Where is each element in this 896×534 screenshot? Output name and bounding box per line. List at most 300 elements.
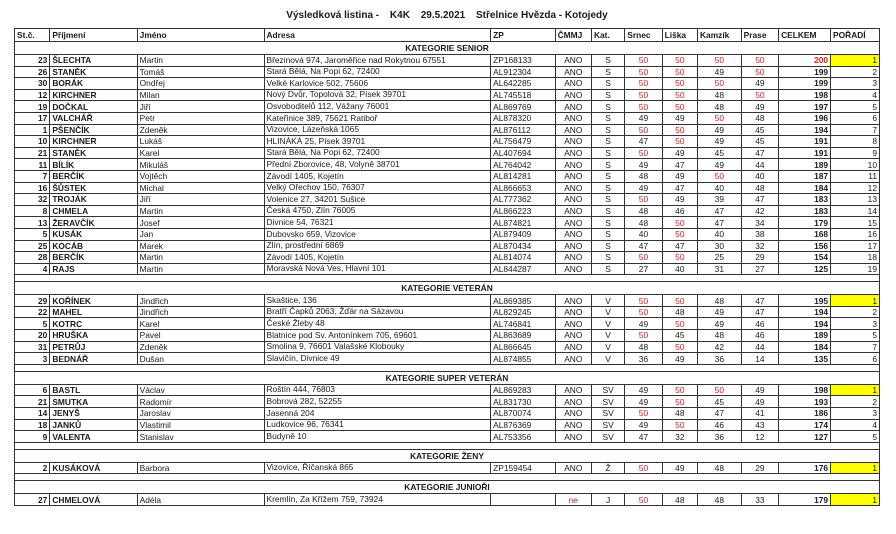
col-header: ZP <box>491 29 555 42</box>
surname: RAJS <box>50 263 137 275</box>
cmmj: ANO <box>555 419 591 431</box>
score-prase: 33 <box>741 494 778 506</box>
category: S <box>591 170 624 182</box>
surname: KOCÁB <box>50 240 137 252</box>
category-label: KATEGORIE ŽENY <box>15 449 880 462</box>
category-gap <box>15 275 880 282</box>
score-prase: 46 <box>741 330 778 342</box>
table-row <box>15 408 880 420</box>
zp-number: AL831730 <box>491 396 555 408</box>
rank: 3 <box>831 78 880 90</box>
zp-number: AL764042 <box>491 159 555 171</box>
zp-number: AL866653 <box>491 182 555 194</box>
address: Stará Bělá, Na Popi 62, 72400 <box>264 147 491 159</box>
category-label: KATEGORIE SUPER VETERÁN <box>15 371 880 384</box>
first-name: Michal <box>137 182 264 194</box>
zp-number: AL756479 <box>491 136 555 148</box>
start-number: 25 <box>15 240 50 252</box>
category: SV <box>591 396 624 408</box>
start-number: 21 <box>15 396 50 408</box>
zp-number: AL869769 <box>491 101 555 113</box>
first-name: Vlastimil <box>137 419 264 431</box>
rank: 16 <box>831 228 880 240</box>
start-number: 23 <box>15 55 50 67</box>
zp-number: AL407694 <box>491 147 555 159</box>
score-liska: 48 <box>662 306 697 318</box>
table-row <box>15 194 880 206</box>
category-gap <box>15 364 880 371</box>
category-label: KATEGORIE VETERÁN <box>15 282 880 295</box>
score-kamzik: 49 <box>698 136 742 148</box>
score-liska: 50 <box>662 295 697 307</box>
score-prase: 45 <box>741 124 778 136</box>
table-row <box>15 419 880 431</box>
total: 183 <box>779 205 831 217</box>
title-event: K4K <box>389 10 410 21</box>
score-prase: 49 <box>741 78 778 90</box>
rank: 14 <box>831 205 880 217</box>
score-kamzik: 48 <box>698 295 742 307</box>
start-number: 16 <box>15 182 50 194</box>
table-row <box>15 159 880 171</box>
category: S <box>591 66 624 78</box>
category: S <box>591 228 624 240</box>
start-number: 31 <box>15 341 50 353</box>
first-name: Josef <box>137 217 264 229</box>
score-srnec: 49 <box>625 182 662 194</box>
score-prase: 49 <box>741 396 778 408</box>
total: 191 <box>779 136 831 148</box>
surname: VALCHÁŘ <box>50 112 137 124</box>
total: 186 <box>779 408 831 420</box>
first-name: Martin <box>137 252 264 264</box>
score-prase: 29 <box>741 462 778 474</box>
start-number: 20 <box>15 330 50 342</box>
score-srnec: 50 <box>625 89 662 101</box>
score-liska: 50 <box>662 252 697 264</box>
zp-number: AL874855 <box>491 353 555 365</box>
cmmj: ANO <box>555 396 591 408</box>
address: Česká 4750, Zlín 76005 <box>264 205 491 217</box>
table-row <box>15 89 880 101</box>
address: Dubovsko 659, Vizovice <box>264 228 491 240</box>
total: 199 <box>779 78 831 90</box>
score-liska: 50 <box>662 228 697 240</box>
score-prase: 48 <box>741 112 778 124</box>
score-prase: 27 <box>741 263 778 275</box>
score-kamzik: 50 <box>698 384 742 396</box>
score-srnec: 49 <box>625 384 662 396</box>
cmmj: ANO <box>555 318 591 330</box>
table-row <box>15 147 880 159</box>
category: S <box>591 78 624 90</box>
cmmj: ANO <box>555 101 591 113</box>
score-prase: 29 <box>741 252 778 264</box>
zp-number: AL745518 <box>491 89 555 101</box>
score-prase: 43 <box>741 419 778 431</box>
start-number: 5 <box>15 318 50 330</box>
category-gap <box>15 442 880 449</box>
first-name: Stanislav <box>137 431 264 443</box>
surname: JENYŠ <box>50 408 137 420</box>
rank: 4 <box>831 89 880 101</box>
cmmj: ANO <box>555 159 591 171</box>
category: S <box>591 240 624 252</box>
surname: MAHEL <box>50 306 137 318</box>
total: 198 <box>779 89 831 101</box>
score-liska: 50 <box>662 66 697 78</box>
score-srnec: 48 <box>625 170 662 182</box>
score-liska: 47 <box>662 240 697 252</box>
surname: BERČÍK <box>50 252 137 264</box>
score-liska: 50 <box>662 384 697 396</box>
rank: 2 <box>831 396 880 408</box>
score-prase: 50 <box>741 89 778 101</box>
total: 189 <box>779 330 831 342</box>
score-kamzik: 31 <box>698 263 742 275</box>
total: 187 <box>779 170 831 182</box>
total: 184 <box>779 341 831 353</box>
start-number: 17 <box>15 112 50 124</box>
address: Bobrová 282, 52255 <box>264 396 491 408</box>
surname: KOŘÍNEK <box>50 295 137 307</box>
rank: 6 <box>831 112 880 124</box>
category-label: KATEGORIE SENIOR <box>15 42 880 55</box>
address: Ludkovice 96, 76341 <box>264 419 491 431</box>
cmmj: ANO <box>555 431 591 443</box>
total: 183 <box>779 194 831 206</box>
score-liska: 50 <box>662 396 697 408</box>
address: Stará Bělá, Na Popi 62, 72400 <box>264 66 491 78</box>
category: S <box>591 147 624 159</box>
zp-number: AL870074 <box>491 408 555 420</box>
rank: 1 <box>831 295 880 307</box>
cmmj: ANO <box>555 228 591 240</box>
zp-number: AL876112 <box>491 124 555 136</box>
category-header <box>15 481 880 494</box>
score-prase: 44 <box>741 341 778 353</box>
score-kamzik: 40 <box>698 228 742 240</box>
category: S <box>591 101 624 113</box>
score-liska: 50 <box>662 217 697 229</box>
category-header <box>15 449 880 462</box>
col-header: Jméno <box>137 29 264 42</box>
col-header: POŘADÍ <box>831 29 880 42</box>
total: 179 <box>779 494 831 506</box>
total: 179 <box>779 217 831 229</box>
score-liska: 50 <box>662 341 697 353</box>
category-header <box>15 371 880 384</box>
score-srnec: 27 <box>625 263 662 275</box>
total: 194 <box>779 124 831 136</box>
surname: KUSÁK <box>50 228 137 240</box>
category: SV <box>591 431 624 443</box>
zp-number: AL869385 <box>491 295 555 307</box>
start-number: 26 <box>15 66 50 78</box>
cmmj: ANO <box>555 147 591 159</box>
start-number: 13 <box>15 217 50 229</box>
surname: TROJÁK <box>50 194 137 206</box>
cmmj: ANO <box>555 89 591 101</box>
address: České Žleby 48 <box>264 318 491 330</box>
score-kamzik: 49 <box>698 318 742 330</box>
cmmj: ANO <box>555 263 591 275</box>
score-prase: 50 <box>741 55 778 67</box>
score-liska: 50 <box>662 318 697 330</box>
category: S <box>591 159 624 171</box>
surname: SMUTKA <box>50 396 137 408</box>
rank: 4 <box>831 419 880 431</box>
address: Skaštice, 136 <box>264 295 491 307</box>
table-row <box>15 78 880 90</box>
cmmj: ANO <box>555 384 591 396</box>
score-kamzik: 50 <box>698 55 742 67</box>
col-header: CELKEM <box>779 29 831 42</box>
zp-number: ZP168133 <box>491 55 555 67</box>
rank: 18 <box>831 252 880 264</box>
score-liska: 50 <box>662 101 697 113</box>
score-liska: 46 <box>662 205 697 217</box>
category: S <box>591 112 624 124</box>
first-name: Mikuláš <box>137 159 264 171</box>
surname: STANĚK <box>50 66 137 78</box>
total: 174 <box>779 419 831 431</box>
col-header: Srnec <box>625 29 662 42</box>
rank: 2 <box>831 306 880 318</box>
zp-number: AL874821 <box>491 217 555 229</box>
total: 191 <box>779 147 831 159</box>
table-row <box>15 66 880 78</box>
zp-number <box>491 494 555 506</box>
address: Vizovice, Říčanská 865 <box>264 462 491 474</box>
score-liska: 49 <box>662 194 697 206</box>
first-name: Petr <box>137 112 264 124</box>
category: SV <box>591 408 624 420</box>
total: 197 <box>779 101 831 113</box>
surname: CHMELOVÁ <box>50 494 137 506</box>
score-kamzik: 48 <box>698 101 742 113</box>
category: S <box>591 55 624 67</box>
cmmj: ANO <box>555 124 591 136</box>
zp-number: AL879409 <box>491 228 555 240</box>
start-number: 5 <box>15 228 50 240</box>
score-liska: 47 <box>662 159 697 171</box>
start-number: 11 <box>15 159 50 171</box>
score-srnec: 50 <box>625 408 662 420</box>
surname: HRUŠKA <box>50 330 137 342</box>
score-kamzik: 48 <box>698 494 742 506</box>
category-header <box>15 282 880 295</box>
surname: KOTRC <box>50 318 137 330</box>
score-kamzik: 48 <box>698 89 742 101</box>
first-name: Jiří <box>137 194 264 206</box>
category: S <box>591 194 624 206</box>
cmmj: ANO <box>555 112 591 124</box>
first-name: Milan <box>137 89 264 101</box>
total: 154 <box>779 252 831 264</box>
first-name: Adéla <box>137 494 264 506</box>
zp-number: AL829245 <box>491 306 555 318</box>
address: Smolina 9, 76601 Valašské Klobouky <box>264 341 491 353</box>
score-srnec: 50 <box>625 66 662 78</box>
score-prase: 44 <box>741 159 778 171</box>
score-kamzik: 49 <box>698 124 742 136</box>
category: SV <box>591 419 624 431</box>
col-header: Kamzík <box>698 29 742 42</box>
start-number: 29 <box>15 295 50 307</box>
rank: 13 <box>831 194 880 206</box>
category: S <box>591 124 624 136</box>
start-number: 19 <box>15 101 50 113</box>
col-header: ČMMJ <box>555 29 591 42</box>
score-prase: 47 <box>741 306 778 318</box>
table-row <box>15 318 880 330</box>
total: 135 <box>779 353 831 365</box>
total: 127 <box>779 431 831 443</box>
first-name: Lukáš <box>137 136 264 148</box>
address: Velký Ořechov 150, 76307 <box>264 182 491 194</box>
score-prase: 48 <box>741 182 778 194</box>
score-kamzik: 48 <box>698 330 742 342</box>
title-name: Výsledková listina - <box>286 10 380 21</box>
score-srnec: 48 <box>625 205 662 217</box>
first-name: Martin <box>137 55 264 67</box>
first-name: Jaroslav <box>137 408 264 420</box>
category: V <box>591 295 624 307</box>
start-number: 3 <box>15 353 50 365</box>
table-row <box>15 124 880 136</box>
zp-number: AL753356 <box>491 431 555 443</box>
rank: 15 <box>831 217 880 229</box>
score-liska: 45 <box>662 330 697 342</box>
score-kamzik: 48 <box>698 462 742 474</box>
first-name: Radomír <box>137 396 264 408</box>
score-srnec: 40 <box>625 228 662 240</box>
zp-number: AL642285 <box>491 78 555 90</box>
surname: BERČÍK <box>50 170 137 182</box>
cmmj: ANO <box>555 462 591 474</box>
category: S <box>591 89 624 101</box>
surname: KUSÁKOVÁ <box>50 462 137 474</box>
title-place: Střelnice Hvězda - Kotojedy <box>475 10 608 21</box>
score-srnec: 50 <box>625 194 662 206</box>
address: HLINÁKÁ 25, Písek 39701 <box>264 136 491 148</box>
first-name: Marek <box>137 240 264 252</box>
score-kamzik: 49 <box>698 306 742 318</box>
total: 193 <box>779 396 831 408</box>
address: Osvoboditelů 112, Vážany 76001 <box>264 101 491 113</box>
col-header: Adresa <box>264 29 491 42</box>
address: Kremlín, Za Křížem 759, 73924 <box>264 494 491 506</box>
surname: STANĚK <box>50 147 137 159</box>
category-gap <box>15 474 880 481</box>
address: Zlín, prostřední 6869 <box>264 240 491 252</box>
cmmj: ANO <box>555 170 591 182</box>
zp-number: AL863689 <box>491 330 555 342</box>
cmmj: ANO <box>555 205 591 217</box>
zp-number: AL912304 <box>491 66 555 78</box>
header-row <box>15 29 880 42</box>
col-header: Příjmení <box>50 29 137 42</box>
cmmj: ANO <box>555 408 591 420</box>
score-liska: 47 <box>662 182 697 194</box>
category: V <box>591 353 624 365</box>
zp-number: AL870434 <box>491 240 555 252</box>
category: S <box>591 136 624 148</box>
rank: 1 <box>831 55 880 67</box>
rank: 3 <box>831 408 880 420</box>
col-header: Kat. <box>591 29 624 42</box>
category-label: KATEGORIE JUNIOŘI <box>15 481 880 494</box>
score-liska: 50 <box>662 419 697 431</box>
first-name: Barbora <box>137 462 264 474</box>
surname: JANKŮ <box>50 419 137 431</box>
start-number: 22 <box>15 306 50 318</box>
score-liska: 48 <box>662 494 697 506</box>
category: V <box>591 330 624 342</box>
cmmj: ANO <box>555 217 591 229</box>
score-srnec: 49 <box>625 112 662 124</box>
total: 195 <box>779 295 831 307</box>
table-row <box>15 205 880 217</box>
table-row <box>15 462 880 474</box>
rank: 7 <box>831 341 880 353</box>
cmmj: ANO <box>555 194 591 206</box>
score-srnec: 49 <box>625 419 662 431</box>
surname: DOČKAL <box>50 101 137 113</box>
col-header: St.č. <box>15 29 50 42</box>
score-srnec: 49 <box>625 396 662 408</box>
first-name: Ondřej <box>137 78 264 90</box>
zp-number: AL746841 <box>491 318 555 330</box>
surname: BORÁK <box>50 78 137 90</box>
results-sheet <box>14 4 880 506</box>
score-liska: 48 <box>662 408 697 420</box>
first-name: Zdeněk <box>137 341 264 353</box>
surname: VALENTA <box>50 431 137 443</box>
category: Ž <box>591 462 624 474</box>
address: Volenice 27, 34201 Sušice <box>264 194 491 206</box>
cmmj: ANO <box>555 240 591 252</box>
total: 189 <box>779 159 831 171</box>
cmmj: ANO <box>555 295 591 307</box>
first-name: Martin <box>137 205 264 217</box>
total: 184 <box>779 182 831 194</box>
table-row <box>15 353 880 365</box>
score-srnec: 36 <box>625 353 662 365</box>
surname: PETRŮJ <box>50 341 137 353</box>
score-prase: 50 <box>741 66 778 78</box>
score-srnec: 50 <box>625 78 662 90</box>
score-kamzik: 40 <box>698 182 742 194</box>
zp-number: AL844287 <box>491 263 555 275</box>
table-row <box>15 101 880 113</box>
rank: 3 <box>831 318 880 330</box>
start-number: 7 <box>15 170 50 182</box>
address: Závodí 1405, Kojetín <box>264 252 491 264</box>
table-row <box>15 306 880 318</box>
address: Blatnice pod Sv. Antonínkem 705, 69601 <box>264 330 491 342</box>
score-prase: 47 <box>741 194 778 206</box>
score-srnec: 48 <box>625 341 662 353</box>
start-number: 30 <box>15 78 50 90</box>
rank: 12 <box>831 182 880 194</box>
score-liska: 32 <box>662 431 697 443</box>
table-row <box>15 330 880 342</box>
first-name: Dušan <box>137 353 264 365</box>
rank: 19 <box>831 263 880 275</box>
surname: BASTL <box>50 384 137 396</box>
